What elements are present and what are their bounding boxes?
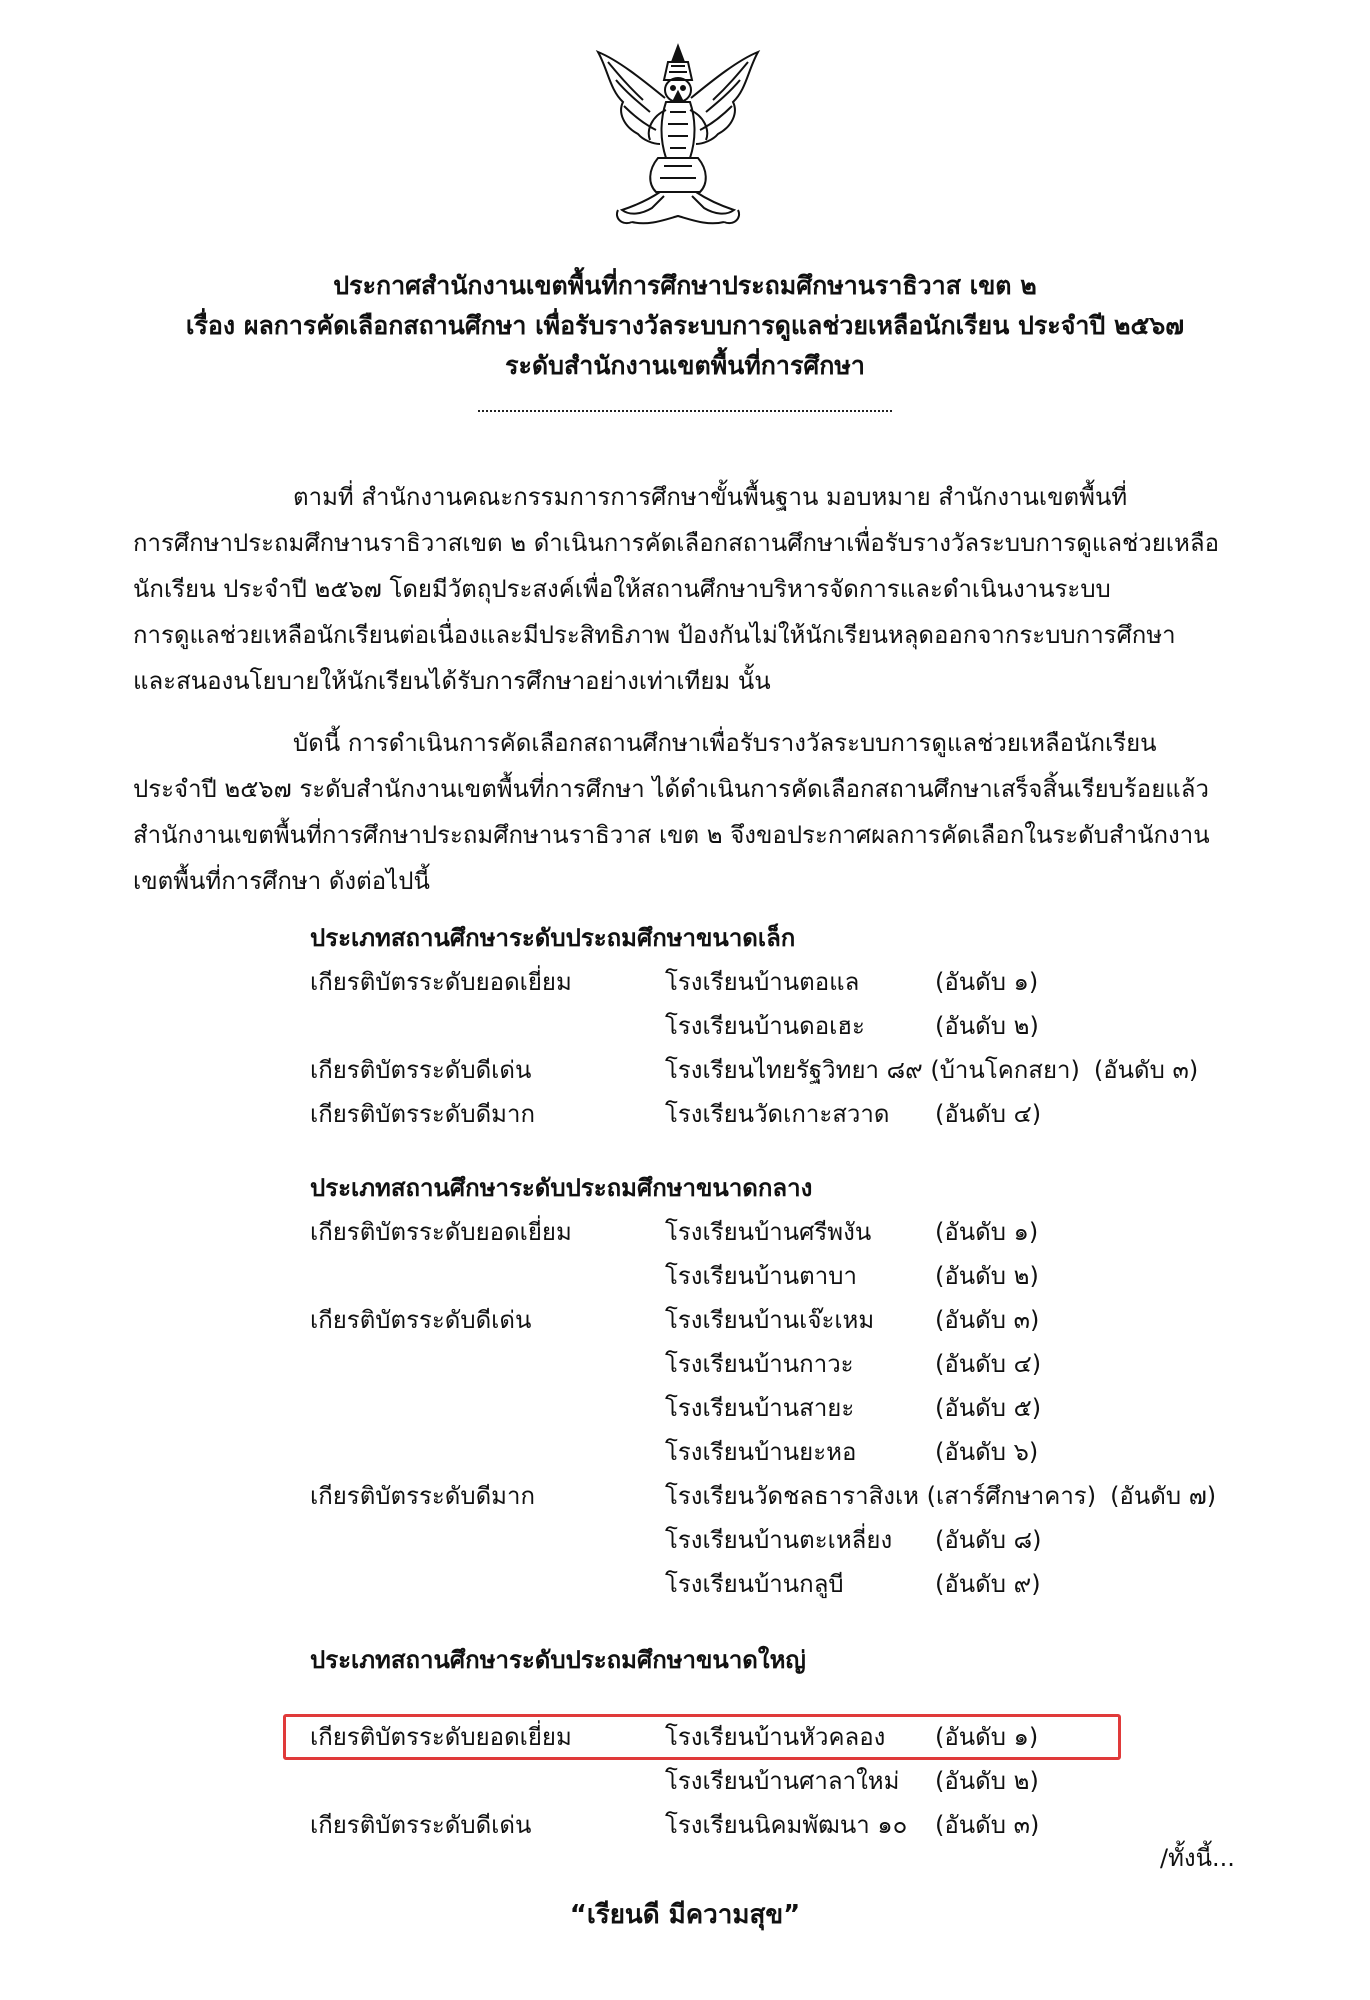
award-level: เกียรติบัตรระดับยอดเยี่ยม — [310, 1218, 572, 1246]
section-heading-large: ประเภทสถานศึกษาระดับประถมศึกษาขนาดใหญ่ — [310, 1646, 806, 1674]
award-level: เกียรติบัตรระดับดีมาก — [310, 1482, 535, 1510]
result-row — [310, 1004, 1240, 1048]
title-subject-line: เรื่อง ผลการคัดเลือกสถานศึกษา เพื่อรับรางวัลระบบการดูแลช่วยเหลือนักเรียน ประจำปี ๒๕๖๗ — [185, 311, 1185, 340]
rank-label: (อันดับ ๓) — [1093, 1056, 1199, 1084]
paragraph-line: ตามที่ สำนักงานคณะกรรมการการศึกษาขั้นพื้นฐาน มอบหมาย สำนักงานเขตพื้นที่ — [293, 483, 1128, 511]
school-name: โรงเรียนบ้านศาลาใหม่ — [665, 1767, 900, 1795]
paragraph-line: ประจำปี ๒๕๖๗ ระดับสำนักงานเขตพื้นที่การศึกษา ได้ดำเนินการคัดเลือกสถานศึกษาเสร็จสิ้นเรียบร้อยแล้ว — [133, 775, 1209, 803]
paragraph-line: สำนักงานเขตพื้นที่การศึกษาประถมศึกษานราธิวาส เขต ๒ จึงขอประกาศผลการคัดเลือกในระดับสำนักงาน — [133, 821, 1210, 849]
award-level: เกียรติบัตรระดับดีเด่น — [310, 1056, 532, 1084]
paragraph-1 — [133, 474, 1243, 704]
section-heading-medium: ประเภทสถานศึกษาระดับประถมศึกษาขนาดกลาง — [310, 1174, 813, 1202]
school-name: โรงเรียนบ้านตอแล — [665, 968, 860, 996]
school-name-text: โรงเรียนไทยรัฐวิทยา ๘๙ (บ้านโคกสยา) — [665, 1056, 1080, 1084]
rank-label: (อันดับ ๔) — [935, 1350, 1042, 1378]
result-row — [310, 1803, 1240, 1847]
rank-label: (อันดับ ๒) — [935, 1262, 1039, 1290]
school-name: โรงเรียนบ้านกลูบี — [665, 1570, 844, 1598]
rank-label: (อันดับ ๓) — [935, 1811, 1040, 1839]
result-row — [310, 1254, 1240, 1298]
result-row — [310, 1342, 1240, 1386]
result-row — [310, 1048, 1240, 1092]
school-name: โรงเรียนบ้านกาวะ — [665, 1350, 854, 1378]
result-row — [310, 960, 1240, 1004]
motto: “เรียนดี มีความสุข” — [569, 1900, 801, 1930]
award-level: เกียรติบัตรระดับดีเด่น — [310, 1306, 532, 1334]
title-line-3: ระดับสำนักงานเขตพื้นที่การศึกษา — [505, 351, 865, 380]
award-level: เกียรติบัตรระดับดีมาก — [310, 1100, 535, 1128]
rank-label: (อันดับ ๔) — [935, 1100, 1042, 1128]
school-name: โรงเรียนนิคมพัฒนา ๑๐ — [665, 1811, 908, 1839]
school-name — [665, 1048, 1198, 1092]
school-name: โรงเรียนบ้านตาบา — [665, 1262, 857, 1290]
rank-label: (อันดับ ๖) — [935, 1438, 1039, 1466]
paragraph-2 — [133, 720, 1243, 904]
paragraph-line: การดูแลช่วยเหลือนักเรียนต่อเนื่องและมีประสิทธิภาพ ป้องกันไม่ให้นักเรียนหลุดออกจากระบบการศึกษา — [133, 621, 1176, 649]
result-row — [310, 1474, 1240, 1518]
school-name: โรงเรียนวัดเกาะสวาด — [665, 1100, 890, 1128]
paragraph-line: และสนองนโยบายให้นักเรียนได้รับการศึกษาอย่างเท่าเทียม นั้น — [133, 667, 771, 695]
school-name-text: โรงเรียนวัดชลธาราสิงเห (เสาร์ศึกษาคาร) — [665, 1482, 1097, 1510]
continued-marker: /ทั้งนี้... — [1160, 1844, 1235, 1872]
announcement-title — [0, 266, 1370, 386]
school-name: โรงเรียนบ้านดอเฮะ — [665, 1012, 865, 1040]
award-level: เกียรติบัตรระดับยอดเยี่ยม — [310, 968, 572, 996]
result-row — [310, 1386, 1240, 1430]
school-name: โรงเรียนบ้านสายะ — [665, 1394, 855, 1422]
rank-label: (อันดับ ๑) — [935, 968, 1039, 996]
result-row — [310, 1562, 1240, 1606]
school-name: โรงเรียนบ้านศรีพงัน — [665, 1218, 872, 1246]
paragraph-line: การศึกษาประถมศึกษานราธิวาสเขต ๒ ดำเนินการคัดเลือกสถานศึกษาเพื่อรับรางวัลระบบการดูแลช่วยเหลือ — [133, 529, 1219, 557]
rank-label: (อันดับ ๕) — [935, 1394, 1042, 1422]
school-name: โรงเรียนบ้านตะเหลี่ยง — [665, 1526, 893, 1554]
rank-label: (อันดับ ๓) — [935, 1306, 1040, 1334]
school-name: โรงเรียนบ้านเจ๊ะเหม — [665, 1306, 875, 1334]
result-row — [310, 1430, 1240, 1474]
dotted-separator — [478, 410, 892, 412]
school-name: โรงเรียนบ้านหัวคลอง — [665, 1723, 886, 1751]
school-name — [665, 1474, 1216, 1518]
highlight-box — [283, 1714, 1121, 1760]
paragraph-line: นักเรียน ประจำปี ๒๕๖๗ โดยมีวัตถุประสงค์เพื่อให้สถานศึกษาบริหารจัดการและดำเนินงานระบบ — [133, 575, 1111, 603]
rank-label: (อันดับ ๙) — [935, 1570, 1041, 1598]
school-name: โรงเรียนบ้านยะหอ — [665, 1438, 857, 1466]
rank-label: (อันดับ ๑) — [935, 1723, 1039, 1751]
section-heading-small: ประเภทสถานศึกษาระดับประถมศึกษาขนาดเล็ก — [310, 924, 796, 952]
rank-label: (อันดับ ๒) — [935, 1767, 1039, 1795]
paragraph-line: บัดนี้ การดำเนินการคัดเลือกสถานศึกษาเพื่อรับรางวัลระบบการดูแลช่วยเหลือนักเรียน — [293, 729, 1157, 757]
result-row — [310, 1518, 1240, 1562]
rank-label: (อันดับ ๑) — [935, 1218, 1039, 1246]
paragraph-line: เขตพื้นที่การศึกษา ดังต่อไปนี้ — [133, 867, 430, 895]
result-row — [310, 1759, 1240, 1803]
award-level: เกียรติบัตรระดับดีเด่น — [310, 1811, 532, 1839]
title-line-1: ประกาศสำนักงานเขตพื้นที่การศึกษาประถมศึกษานราธิวาส เขต ๒ — [333, 271, 1037, 300]
rank-label: (อันดับ ๒) — [935, 1012, 1039, 1040]
result-row — [310, 1092, 1240, 1136]
award-level: เกียรติบัตรระดับยอดเยี่ยม — [310, 1723, 572, 1751]
result-row — [310, 1210, 1240, 1254]
result-row — [310, 1298, 1240, 1342]
rank-label: (อันดับ ๗) — [1110, 1482, 1217, 1510]
garuda-emblem-icon — [588, 40, 768, 230]
rank-label: (อันดับ ๘) — [935, 1526, 1042, 1554]
